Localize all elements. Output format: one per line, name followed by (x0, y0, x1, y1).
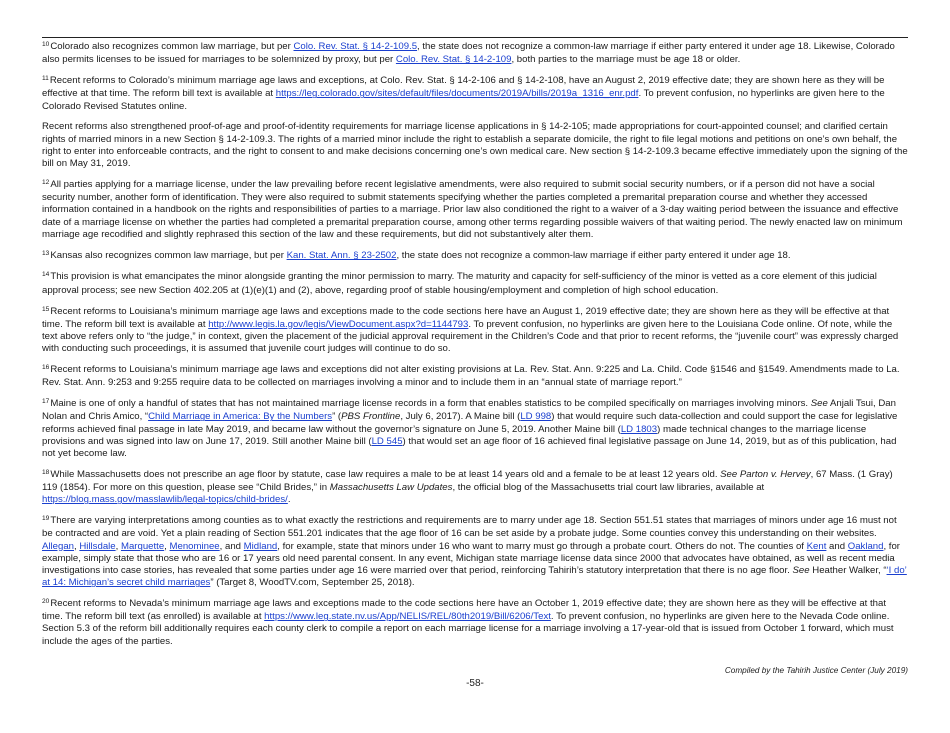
footnote-text: . To prevent confusion, no hyperlinks are given here to the Colorado Revised Statutes online. (42, 88, 885, 112)
footnote-15 (42, 306, 908, 356)
footnote-text: Anjali Tsui, Dan Nolan and Chris Amico, “ (42, 398, 896, 423)
footnote-20 (42, 598, 908, 648)
footnote-17 (42, 398, 908, 460)
footnote-text: , (164, 540, 170, 552)
footnote-text: and (826, 540, 848, 552)
footnote-text: , the state does not recognize a common-law marriage if either party entered it under age 18. (396, 249, 791, 261)
footnote-link[interactable]: Kent (806, 540, 827, 552)
italic-text: See (792, 564, 810, 576)
footnote-number: 15 (42, 305, 50, 313)
footnote-text: This provision is what emancipates the minor alongside granting the minor permission to marry. The maturity and capacity for self-sufficiency of the minor is vetted as a core element of this judicial approval process; see new Section 402.205 at (1)(e)(1) and (2), above, regarding proof of stable housing/employment and completion of high school education. (42, 271, 877, 296)
footnote-text: ) that would set an age floor of 16 achieved final legislative passage on June 14, 2019, but as of this publication, had not yet become law. (42, 435, 897, 459)
footnote-text: , and (219, 540, 244, 552)
footnote-separator (42, 37, 908, 38)
footnote-link[interactable]: https://www.leg.state.nv.us/App/NELIS/REL/80th2019/Bill/6206/Text (264, 611, 551, 623)
footnote-12 (42, 179, 908, 241)
footnote-text: Recent reforms to Nevada’s minimum marriage age laws and exceptions made to the code sections here have an October 1, 2019 effective date; they are shown here as they will be effective at that time. The reform bill text (as enrolled) is available at (42, 598, 886, 623)
footnote-text: Heather Walker, “ (809, 564, 887, 576)
footnote-number: 19 (42, 515, 50, 523)
footnote-number: 13 (42, 249, 50, 257)
footnote-link[interactable]: Marquette (120, 540, 165, 552)
credit-line: Compiled by the Tahirih Justice Center (July 2019) (724, 666, 908, 675)
footnote-text: Recent reforms to Louisiana’s minimum marriage age laws and exceptions made to the code sections here have an August 1, 2019 effective date; they are shown here as they will be effective at that time. The reform bill text is available at (42, 305, 890, 330)
footnote-text: All parties applying for a marriage license, under the law prevailing before recent legislative amendments, were also required to submit social security numbers, or if a person did not have a social security number, another form of identification. They were also required to submit statements specifying whether the parties completed a premarital preparation course and whether they accessed information contained in a handbook on the rights and responsibilities of parties to a marriage. Prior law also conditioned the right to a waiver of a 3-day waiting period between the issuance and effective date of a marriage license on whether the parties had completed a premarital preparation course, among other terms regarding possible waivers of that waiting period. The newly enacted law on minimum marriage age recodified and slightly rephrased this section of the law and these requirements, but did not substantively alter them. (42, 178, 903, 240)
footnote-link[interactable]: Kan. Stat. Ann. § 23-2502 (286, 249, 397, 261)
footnote-link[interactable]: LD 545 (371, 435, 403, 447)
footnote-link[interactable]: Colo. Rev. Stat. § 14-2-109.5 (293, 41, 418, 52)
footnote-19 (42, 515, 908, 589)
footnote-link[interactable]: https://blog.mass.gov/masslawlib/legal-topics/child-brides/ (42, 494, 288, 506)
footnote-link[interactable]: LD 1803 (620, 423, 658, 435)
page-number: -58- (466, 678, 484, 689)
footnote-number: 20 (42, 598, 50, 606)
footnote-link[interactable]: Midland (243, 540, 278, 552)
footnote-text: , for example, simply state that those who are 16 or 17 years old need parental consent. In any event, Michigan state marriage license data since 2000 that advocates have obtained, as well as recent media investigations into case stories, has revealed that some parties under age 16 were married over that period, reinforcing Tahirih’s statutory interpretation that there is no age floor. (42, 540, 900, 576)
footnote-18 (42, 469, 908, 507)
footnote-link[interactable]: Colo. Rev. Stat. § 14-2-109 (395, 54, 512, 66)
footnote-11 (42, 75, 908, 113)
footnote-text: , July 6, 2017). A Maine bill ( (400, 411, 521, 423)
footnote-text: , both parties to the marriage must be age 18 or older. (511, 54, 741, 66)
footnote-text: , (74, 540, 80, 552)
footnote-number: 11 (42, 75, 49, 83)
footnote-14 (42, 271, 908, 296)
footnote-text: . (287, 494, 291, 506)
footnote-text: ) that would require such data-collection and could support the case for legislative reforms achieved final passage in late May 2019, and became law without the governor’s signature on June 5, 2019. Another Maine bill ( (42, 411, 898, 435)
footnote-number: 10 (42, 41, 50, 48)
footnote-text: . To prevent confusion, no hyperlinks are given here to the Louisiana Code online. Of note, while the text above refers only to “the judge,” in context, given the placement of the judicial approval requirement in the Children’s Code and that prior to recent reforms, the “juvenile court” was expressly charged with conducting such proceedings, it is assumed that juvenile court judges will continue to do so. (42, 318, 899, 355)
footnote-text: , 67 Mass. (1 Gray) 119 (1854). For more on this question, please see “Child Brides,” in (42, 468, 893, 494)
footnote-link[interactable]: http://www.legis.la.gov/legis/ViewDocument.aspx?d=1144793 (208, 318, 469, 330)
footnote-link[interactable]: LD 998 (520, 411, 552, 423)
footnotes-section (42, 41, 908, 657)
footnote-text: , for example, state that minors under 16 who want to marry must go through a probate court. Others do not. The counties of (277, 540, 807, 552)
footnote-link[interactable]: ‘I do’ at 14: Michigan’s secret child marriages (42, 564, 907, 589)
italic-text: See (810, 398, 828, 410)
footnote-text: While Massachusetts does not prescribe an age floor by statute, case law requires a male to be at least 14 years old and a female to be at least 12 years old. (50, 468, 721, 480)
footnote-text: . To prevent confusion, no hyperlinks are given here to the Nevada Code online. Section 5.3 of the reform bill additionally requires each county clerk to compile a report on each marriage license for a marriage involving a 17-year-old that is issued from October 1 forward, which must include the ages of the parties. (42, 611, 894, 647)
footnote-number: 12 (42, 178, 50, 186)
footnote-number: 16 (42, 364, 50, 372)
footnote-link[interactable]: Child Marriage in America: By the Numbers (148, 411, 333, 423)
footnote-10 (42, 41, 908, 66)
footnote-continuation (42, 121, 908, 170)
footnote-link[interactable]: Allegan (42, 540, 75, 552)
footnote-text: Recent reforms to Colorado’s minimum marriage age laws and exceptions, at Colo. Rev. Stat. § 14-2-106 and § 14-2-108, have an August 2, 2019 effective date; they are shown here as they will be effective at that time. The reform bill text is available at (42, 75, 885, 100)
footnote-link[interactable]: Oakland (847, 540, 884, 552)
footnote-text: , the official blog of the Massachusetts trial court law libraries, available at (452, 482, 765, 494)
footnote-link[interactable]: Menominee (169, 540, 220, 552)
footnote-text: , (115, 540, 121, 552)
footnote-text: Maine is one of only a handful of states that has not maintained marriage license records in a form that enables statistics to be compiled specifically on marriages involving minors. (50, 398, 811, 410)
footnote-text: ” (Target 8, WoodTV.com, September 25, 2018). (210, 577, 415, 589)
footnote-text: There are varying interpretations among counties as to what exactly the restrictions and requirements are to marry under age 18. Section 551.51 states that marriages of minors under age 16 must not be contracted and are void. Yet a plain reading of Section 551.201 indicates that the age floor of 16 can be set aside by a probate judge. Some counties convey this understanding on their websites. (42, 515, 897, 540)
footnote-text: ” ( (332, 411, 342, 423)
footnote-number: 17 (42, 398, 50, 406)
footnote-link[interactable]: https://leg.colorado.gov/sites/default/files/documents/2019A/bills/2019a_1316_enr.pdf (275, 88, 639, 100)
footnote-text: Recent reforms to Louisiana’s minimum marriage age laws and exceptions did not alter existing provisions at La. Rev. Stat. Ann. 9:225 and La. Child. Code §1546 and §1549. Amendments made to La. Rev. Stat. Ann. 9:253 and 9:255 require data to be collected on marriages involving a minor and to include them in an “annual state of marriage report.” (42, 364, 900, 389)
footnote-number: 18 (42, 468, 50, 476)
footnote-number: 14 (42, 271, 50, 279)
footnote-16 (42, 364, 908, 389)
footnote-text: Colorado also recognizes common law marriage, but per (50, 41, 294, 52)
footnote-text: Kansas also recognizes common law marriage, but per (50, 249, 287, 261)
italic-text: PBS Frontline (341, 411, 401, 423)
italic-text: Massachusetts Law Updates (329, 482, 453, 494)
italic-text: See Parton v. Hervey (720, 468, 811, 480)
footnote-text: ) made technical changes to the marriage license provisions and was signed into law on June 17, 2019. Still another Maine bill ( (42, 423, 867, 447)
footnote-text: Recent reforms also strengthened proof-of-age and proof-of-identity requirements for marriage license applications in § 14-2-105; made appropriations for court-appointed counsel; and clarified certain rights of married minors in a new Section § 14-2-109.3. The rights of a married minor include the right to establish a separate domicile, the right to file legal motions and petitions on one’s own behalf, the right to enter into enforceable contracts, and the right to consent to and make decisions concerning one’s own medical care. New section § 14-2-109.3 became effective immediately upon the signing of the bill on May 31, 2019. (42, 121, 908, 169)
footnote-text: , the state does not recognize a common-law marriage if either party entered it under age 18. Likewise, Colorado also permits licenses to be issued for marriages to be solemnized by proxy, but per (42, 41, 895, 66)
footnote-link[interactable]: Hillsdale (79, 540, 116, 552)
footnote-13 (42, 250, 908, 263)
